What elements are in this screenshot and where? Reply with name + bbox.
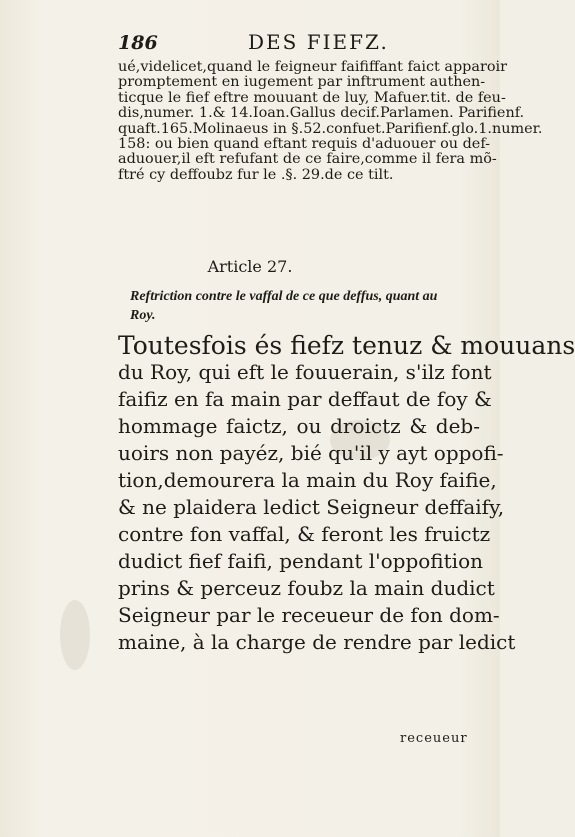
page-header (118, 30, 478, 56)
article-rubric: Reftriction contre le vaffal de ce que deffus, quant au Roy. (130, 289, 438, 323)
text-line: 158: ou bien quand eftant requis d'aduouer ou def- (118, 136, 490, 153)
text-line: tion,demourera la main du Roy faifie, (118, 468, 497, 492)
text-line: du Roy, qui eft le fouuerain, s'ilz font (118, 360, 492, 384)
text-line: ué,videlicet,quand le feigneur faififfant faict apparoir (118, 59, 507, 75)
text-line: faifiz en fa main par deffaut de foy & (118, 387, 492, 411)
text-line: & ne plaidera ledict Seigneur deffaify, (118, 495, 505, 519)
text-line: uoirs non payéz, bié qu'il y ayt oppofi- (118, 441, 504, 465)
paper-stain (60, 600, 90, 670)
text-line: ftré cy deffoubz fur le .§. 29.de ce tilt. (118, 166, 394, 183)
text-line: hommage faictz, ou droictz & deb- (118, 414, 480, 438)
page-number: 186 (118, 32, 158, 54)
catchword: receueur (400, 731, 468, 746)
text-line: prins & perceuz foubz la main dudict (118, 576, 495, 600)
text-line: promptement en iugement par inftrument authen- (118, 74, 486, 91)
text-line: ticque le fief eftre mouuant de luy, Mafuer.tit. de feu- (118, 89, 506, 106)
text-line: Toutesfois és fiefz tenuz & mouuans (118, 331, 575, 360)
article-heading: Article 27. (207, 257, 293, 276)
text-line: aduouer,il eft refufant de ce faire,comme il fera mõ- (118, 151, 497, 168)
text-line: contre fon vaffal, & feront les fruictz (118, 522, 491, 546)
continued-paragraph (118, 59, 543, 183)
article-body (118, 331, 575, 656)
running-head: DES FIEFZ. (248, 30, 389, 54)
text-line: Seigneur par le receueur de fon dom- (118, 603, 500, 627)
text-line: dis,numer. 1.& 14.Ioan.Gallus decif.Parlamen. Parifienf. (118, 105, 525, 122)
text-line: maine, à la charge de rendre par ledict (118, 630, 516, 654)
text-line: dudict fief faifi, pendant l'oppofition (118, 549, 483, 573)
text-line: quaft.165.Molinaeus in §.52.confuet.Parifienf.glo.1.numer. (118, 120, 543, 137)
